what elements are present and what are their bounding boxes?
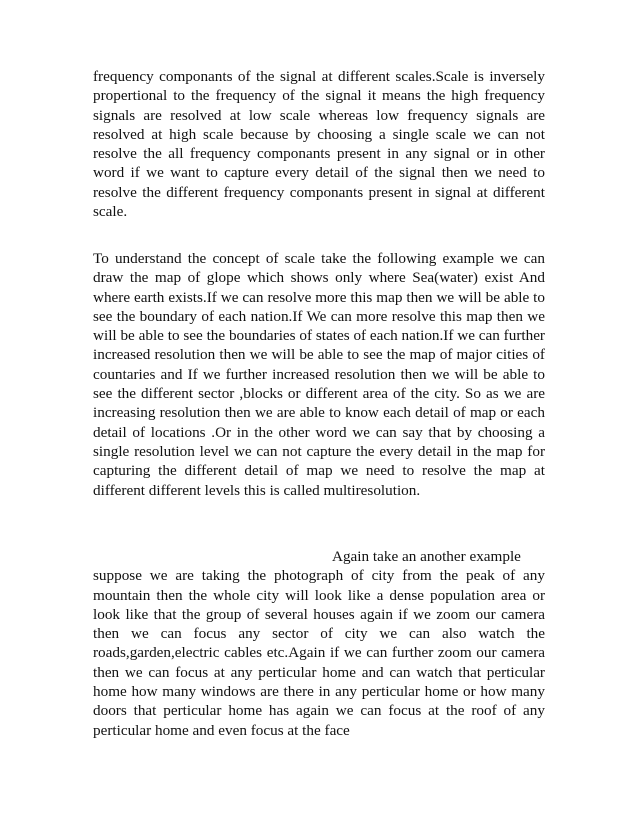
paragraph-photograph-example	[93, 547, 545, 740]
paragraph-photograph-lead: Again take an another example	[332, 548, 521, 565]
paragraph-map-example: To understand the concept of scale take the following example we can draw the map of glope which shows only where Sea(water) exist And where earth exists.If we can resolve more this map then we will be able to see the boundary of each nation.If We can more resolve this map then we will be able to see the boundaries of states of each nation.If we can further increased resolution then we will be able to see the map of major cities of countaries and If we further increased resolution then we will be able to see the different sector ,blocks or different area of the city. So as we are increasing resolution then we are able to know each detail of map or each detail of locations .Or in the other word we can say that by choosing a single resolution level we can not capture the every detail in the map for capturing the different detail of map we need to resolve the map at different different levels this is called multiresolution.	[93, 250, 545, 499]
paragraph-frequency-scale: frequency componants of the signal at different scales.Scale is inversely propertional to the frequency of the signal it means the high frequency signals are resolved at low scale whereas low frequency signals are resolved at high scale because by choosing a single scale we can not resolve the all frequency componants present in any signal or in other word if we want to capture every detail of the signal then we need to resolve the different frequency componants present in signal at different scale.	[93, 68, 545, 221]
paragraph-photograph-body: suppose we are taking the photograph of city from the peak of any mountain then the whole city will look like a dense population area or look like that the group of several houses again if we zoom our camera then we can focus any sector of city we can also watch the roads,garden,electric cables etc.Again if we can further zoom our camera then we can focus at any perticular home and can watch that perticular home how many windows are there in any perticular home or how many doors that perticular home has again we can focus at the roof of any perticular home and even focus at the face	[93, 567, 545, 739]
